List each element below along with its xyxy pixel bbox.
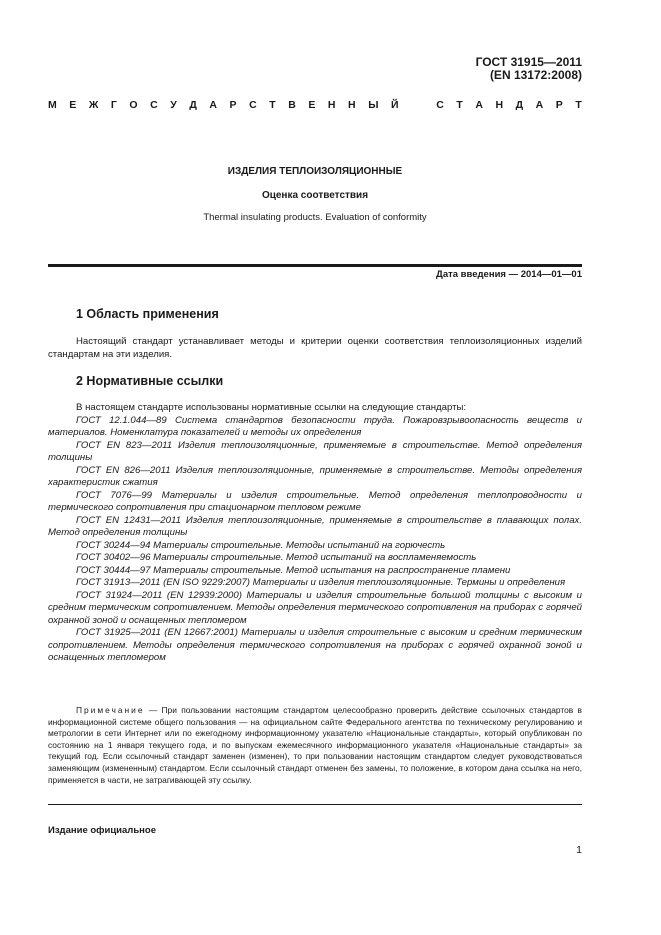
kind-letter: Д	[189, 99, 197, 111]
kind-letter: Д	[515, 99, 524, 111]
reference-item: ГОСТ 30444—97 Материалы строительные. Метод испытания на распространение пламени	[76, 564, 511, 576]
reference-item: ГОСТ 31924—2011 (EN 12939:2000) Материалы и изделия строительные большой толщины с высоким и средним термическим сопротивлением. Методы определения термического сопротивления на приборах с горячей охранной зоной и оснащенных тепломером	[48, 589, 582, 626]
reference-item: ГОСТ 31925—2011 (EN 12667:2001) Материалы и изделия строительные с высоким и средним термическим сопротивлением. Методы определения термического сопротивления на приборах с горячей охранной зоной и оснащенных тепломером	[48, 627, 582, 663]
normative-references	[48, 402, 582, 665]
page-number: 1	[576, 844, 582, 856]
kind-letter: Ы	[368, 99, 379, 111]
kind-letter: Ж	[88, 99, 99, 111]
kind-letter: А	[535, 99, 544, 111]
introduction-date: Дата введения — 2014—01—01	[436, 269, 582, 280]
kind-letter: Е	[308, 99, 316, 111]
references-intro: В настоящем стандарте использованы нормативные ссылки на следующие стандарты:	[76, 402, 467, 413]
reference-item: ГОСТ 12.1.044—89 Система стандартов безопасности труда. Пожаровзрывоопасность веществ и материалов. Номенклатура показателей и методы их определения	[48, 414, 582, 438]
reference-item: ГОСТ 7076—99 Материалы и изделия строительные. Метод определения теплопроводности и термического сопротивления при стационарном тепловом режиме	[48, 489, 582, 513]
kind-letter: В	[288, 99, 296, 111]
kind-letter: А	[209, 99, 217, 111]
kind-letter: Й	[391, 99, 399, 111]
kind-letter: О	[129, 99, 138, 111]
kind-letter: Н	[495, 99, 504, 111]
kind-letter: Р	[229, 99, 237, 111]
kind-letter: Г	[110, 99, 117, 111]
official-edition-label: Издание официальное	[48, 825, 156, 836]
note-label: Примечание	[76, 705, 145, 715]
reference-item: ГОСТ 31913—2011 (EN ISO 9229:2007) Материалы и изделия теплоизоляционные. Термины и определения	[76, 577, 566, 588]
section-2-heading: 2 Нормативные ссылки	[76, 374, 224, 388]
reference-item: ГОСТ 30402—96 Материалы строительные. Метод испытаний на воспламеняемость	[76, 552, 477, 563]
kind-letter: С	[436, 99, 444, 111]
reference-item: ГОСТ 30244—94 Материалы строительные. Методы испытаний на горючесть	[76, 539, 446, 551]
standard-kind-heading	[48, 98, 582, 112]
section-1-heading: 1 Область применения	[76, 307, 219, 321]
reference-item: ГОСТ EN 826—2011 Изделия теплоизоляционные, применяемые в строительстве. Методы определения характеристик сжатия	[48, 464, 582, 488]
kind-letter: С	[150, 99, 158, 111]
kind-letter: Р	[555, 99, 563, 111]
footer-divider	[48, 804, 582, 805]
kind-letter: А	[475, 99, 483, 111]
reference-item: ГОСТ EN 823—2011 Изделия теплоизоляционные, применяемые в строительстве. Метод определения толщины	[48, 439, 582, 463]
kind-letter: М	[48, 99, 57, 111]
section-1-text: Настоящий стандарт устанавливает методы и критерии оценки соответствия теплоизоляционных изделий стандартам на эти изделия.	[48, 336, 582, 360]
standard-code: ГОСТ 31915—2011	[475, 55, 582, 69]
document-title: ИЗДЕЛИЯ ТЕПЛОИЗОЛЯЦИОННЫЕ	[227, 166, 403, 177]
note-text: — При пользовании настоящим стандартом целесообразно проверить действие ссылочных стандартов в информационной системе общего пользования — на официальном сайте Федерального агентства по техническому регулированию и метрологии в сети Интернет или по ежегодному информационному указателю «Национальные стандарты», который опубликован по состоянию на 1 января текущего года, и по выпускам ежемесячного информационного указателя «Национальные стандарты» за текущий год. Если ссылочный стандарт заменен (изменен), то при пользовании настоящим стандартом следует руководствоваться заменяющим (измененным) стандартом. Если ссылочный стандарт отменен без замены, то положение, в котором дана ссылка на него, применяется в части, не затрагивающей эту ссылку.	[48, 705, 582, 785]
kind-letter: Т	[575, 99, 582, 111]
kind-letter: Н	[327, 99, 336, 111]
kind-letter: Н	[348, 99, 356, 111]
document-subtitle: Оценка соответствия	[261, 190, 369, 201]
kind-letter: Т	[269, 99, 276, 111]
reference-item: ГОСТ EN 12431—2011 Изделия теплоизоляционные, применяемые в строительстве в плавающих полах. Метод определения толщины	[48, 514, 582, 538]
references-note	[48, 705, 582, 786]
kind-letter: Е	[69, 99, 77, 111]
document-title-english: Thermal insulating products. Evaluation of conformity	[203, 212, 427, 223]
kind-letter: У	[170, 99, 177, 111]
title-divider	[48, 264, 582, 267]
kind-letter: Т	[456, 99, 463, 111]
kind-letter: С	[249, 99, 257, 111]
standard-code-equivalent: (EN 13172:2008)	[489, 68, 582, 82]
